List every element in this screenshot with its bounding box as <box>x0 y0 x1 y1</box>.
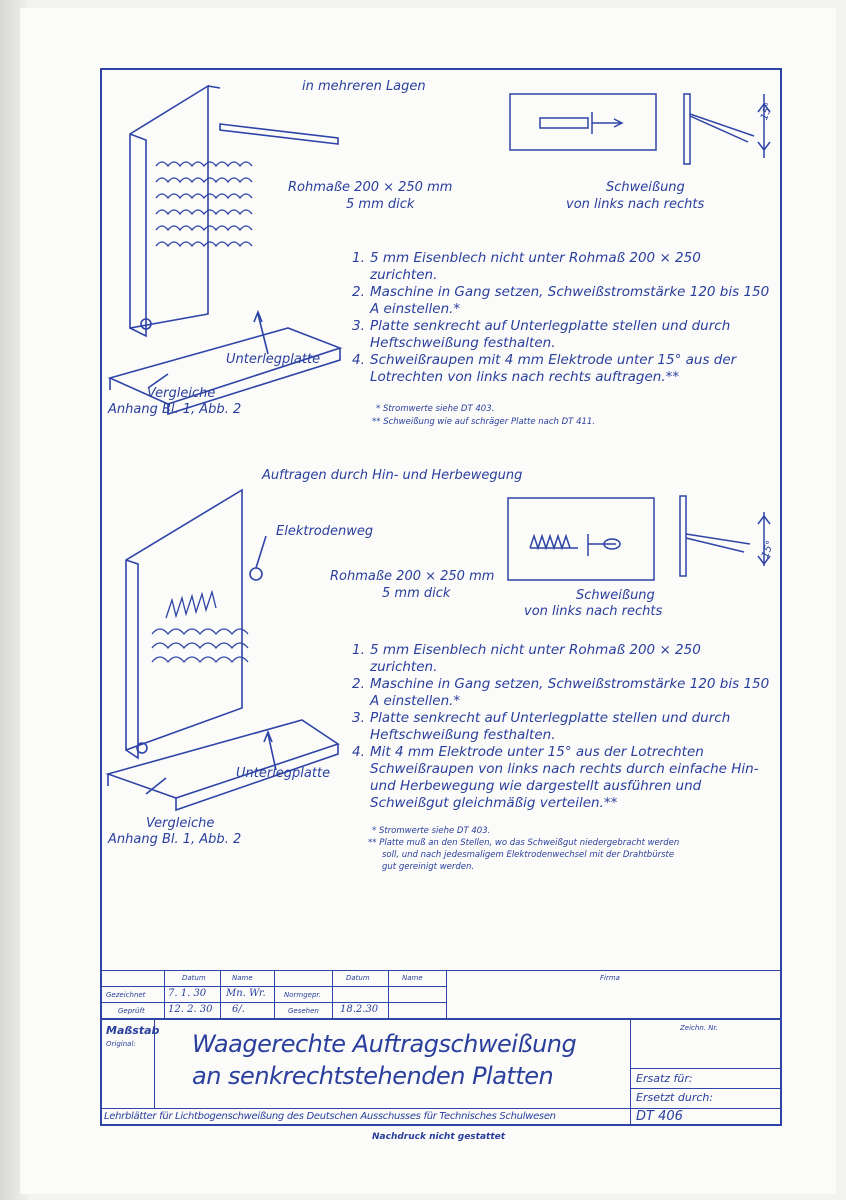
tb-ersetzt-durch: Ersetzt durch: <box>636 1091 714 1104</box>
drawing-title-line1: Waagerechte Auftragschweißung <box>192 1030 577 1058</box>
tb-series: Lehrblätter für Lichtbogenschweißung des Deutschen Ausschusses für Technisches Schulwesen <box>104 1111 556 1122</box>
top-base-plate-label: Unterlegplatte <box>226 352 321 367</box>
tb-row-gezeichnet: Gezeichnet <box>106 991 146 999</box>
tb-geprueft-datum: 12. 2. 30 <box>168 1004 213 1015</box>
top-weld-direction: von links nach rechts <box>566 197 705 212</box>
reprint-notice: Nachdruck nicht gestattet <box>372 1132 506 1142</box>
top-dims-line1: Rohmaße 200 ⨯ 250 mm <box>288 180 453 195</box>
top-plate-illustration <box>108 78 348 418</box>
tb-col-name: Name <box>232 974 253 982</box>
tb-col-name-2: Name <box>402 974 423 982</box>
tb-gezeichnet-name: Mn. Wr. <box>226 988 266 999</box>
bottom-caption: Auftragen durch Hin- und Herbewegung <box>262 468 523 483</box>
bottom-note-3: soll, und nach jedesmaligem Elektrodenwechsel mit der Drahtbürste <box>382 850 675 860</box>
bottom-note-1: * Stromwerte siehe DT 403. <box>372 826 491 836</box>
top-weld-direction-diagram <box>508 92 788 182</box>
bottom-dims-line1: Rohmaße 200 ⨯ 250 mm <box>330 569 495 584</box>
drawing-title-line2: an senkrechtstehenden Platten <box>192 1062 554 1090</box>
tb-col-datum: Datum <box>182 974 206 982</box>
top-caption: in mehreren Lagen <box>302 79 426 94</box>
tb-ersatz-fuer: Ersatz für: <box>636 1072 693 1085</box>
bottom-angle-label: 15° <box>760 539 777 560</box>
tb-doc-number: DT 406 <box>636 1109 683 1124</box>
bottom-note-4: gut gereinigt werden. <box>382 862 475 872</box>
tb-row-normgepr: Normgepr. <box>284 991 321 999</box>
tb-massstab: Maßstab <box>106 1024 160 1037</box>
tb-gezeichnet-datum: 7. 1. 30 <box>168 988 207 999</box>
tb-gesehen-datum: 18.2.30 <box>340 1004 379 1015</box>
bottom-base-plate-label: Unterlegplatte <box>236 766 331 781</box>
tb-col-datum-2: Datum <box>346 974 370 982</box>
bottom-electrode-path-label: Elektrodenweg <box>276 524 374 539</box>
bottom-weld-direction: von links nach rechts <box>524 604 663 619</box>
bottom-weld-direction-diagram <box>506 496 786 586</box>
top-dims-line2: 5 mm dick <box>346 197 415 212</box>
top-compare-line2: Anhang Bl. 1, Abb. 2 <box>108 402 242 417</box>
top-note-2: ** Schweißung wie auf schräger Platte nach DT 411. <box>372 417 595 427</box>
bottom-dims-line2: 5 mm dick <box>382 586 451 601</box>
tb-original: Original: <box>106 1040 136 1048</box>
bottom-weld-title: Schweißung <box>576 588 655 603</box>
bottom-note-2: ** Platte muß an den Stellen, wo das Schweißgut niedergebracht werden <box>368 838 680 848</box>
tb-geprueft-name: 6/. <box>232 1004 245 1015</box>
tb-firma: Firma <box>600 974 620 982</box>
top-compare-line1: Vergleiche <box>147 386 216 401</box>
tb-row-geprueft: Geprüft <box>118 1007 145 1015</box>
bottom-compare-line1: Vergleiche <box>146 816 215 831</box>
top-angle-label: 15° <box>759 101 776 122</box>
bottom-compare-line2: Anhang Bl. 1, Abb. 2 <box>108 832 242 847</box>
tb-row-gesehen: Gesehen <box>288 1007 319 1015</box>
top-note-1: * Stromwerte siehe DT 403. <box>376 404 495 414</box>
top-weld-title: Schweißung <box>606 180 685 195</box>
tb-zeichn-nr: Zeichn. Nr. <box>680 1024 718 1032</box>
